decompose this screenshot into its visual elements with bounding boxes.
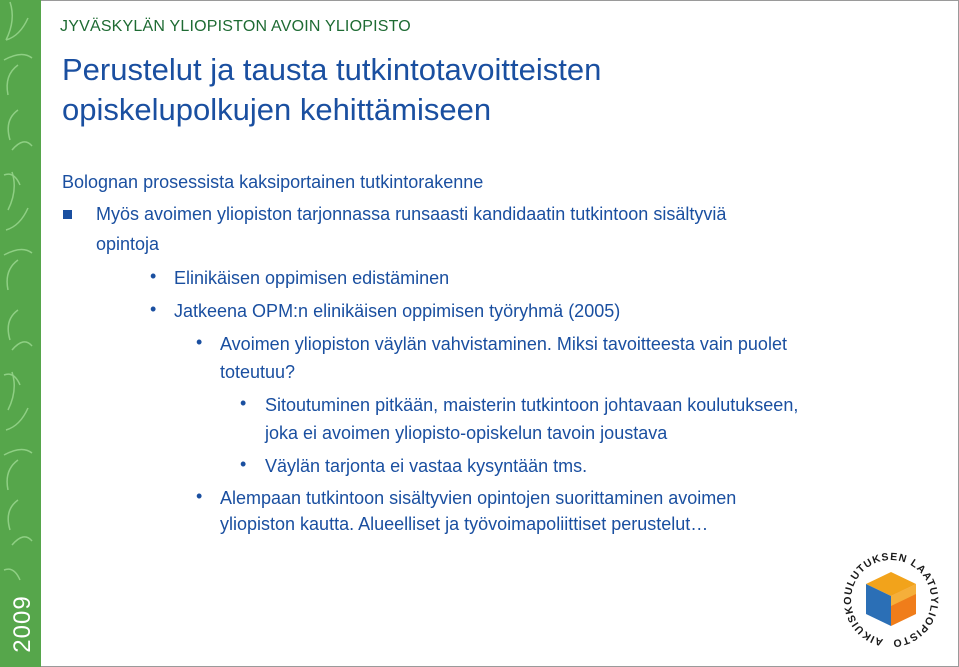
year-label: 2009 bbox=[9, 595, 36, 653]
level2-a-line-1: Avoimen yliopiston väylän vahvistaminen. Miksi tavoitteesta vain puolet bbox=[220, 334, 787, 354]
quality-university-logo bbox=[836, 552, 946, 653]
svg-text:AIKUISKOULUTUKSEN LAATUYLIOPIS: AIKUISKOULUTUKSEN LAATUYLIOPISTO bbox=[842, 552, 941, 648]
bullet-dot-icon: • bbox=[240, 393, 247, 413]
institution-header: JYVÄSKYLÄN YLIOPISTON AVOIN YLIOPISTO bbox=[60, 18, 411, 35]
square-bullet-icon bbox=[63, 210, 72, 219]
bullet-dot-icon: • bbox=[196, 486, 203, 506]
decorative-sidebar bbox=[0, 0, 41, 667]
level3-item-1-line-2: joka ei avoimen yliopisto-opiskelun tavoin joustava bbox=[265, 423, 668, 443]
logo-seal-icon bbox=[836, 552, 946, 648]
title-line-1: Perustelut ja tausta tutkintotavoitteisten bbox=[62, 52, 602, 87]
bullet-dot-icon: • bbox=[196, 332, 203, 352]
level3-item-1-line-1: Sitoutuminen pitkään, maisterin tutkintoon johtavaan koulutukseen, bbox=[265, 395, 799, 415]
slide-title bbox=[62, 50, 922, 130]
level1-item: Elinikäisen oppimisen edistäminen bbox=[174, 268, 450, 288]
bullet-dot-icon: • bbox=[240, 454, 247, 474]
bullet-dot-icon: • bbox=[150, 266, 157, 286]
level2-b-line-1: Alempaan tutkintoon sisältyvien opintojen suorittaminen avoimen bbox=[220, 488, 737, 508]
bullet-dot-icon: • bbox=[150, 299, 157, 319]
main-bullet-line-2: opintoja bbox=[96, 234, 160, 254]
level3-item-2: Väylän tarjonta ei vastaa kysyntään tms. bbox=[265, 456, 588, 476]
intro-text: Bolognan prosessista kaksiportainen tutkintorakenne bbox=[62, 172, 484, 192]
level2-a-line-2: toteutuu? bbox=[220, 362, 296, 382]
level2-b-line-2: yliopiston kautta. Alueelliset ja työvoimapoliittiset perustelut… bbox=[220, 514, 709, 534]
level1-item: Jatkeena OPM:n elinikäisen oppimisen työryhmä (2005) bbox=[174, 301, 621, 321]
title-line-2: opiskelupolkujen kehittämiseen bbox=[62, 92, 492, 127]
main-bullet-line-1: Myös avoimen yliopiston tarjonnassa runsaasti kandidaatin tutkintoon sisältyviä bbox=[96, 204, 727, 224]
leaf-pattern-icon bbox=[0, 0, 41, 667]
